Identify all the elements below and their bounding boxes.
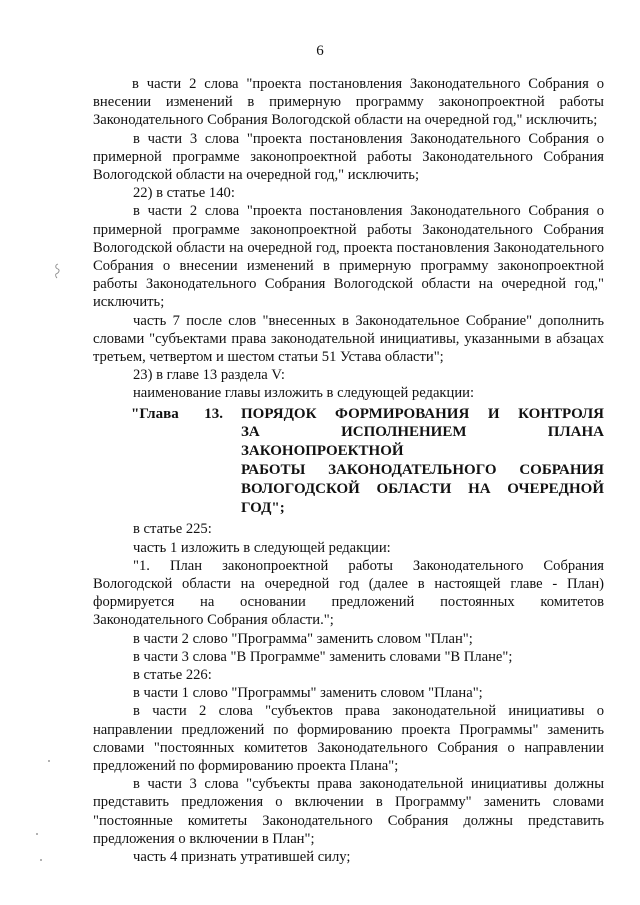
paragraph: часть 4 признать утратившей силу; [133, 849, 351, 866]
document-body [93, 75, 604, 866]
paragraph: в части 2 слова "проекта постановления Законодательного Собрания о внесении изменений в примерную программу законопроектной работы Законодательного Собрания Вологодской области на очередной год," исключить; [93, 76, 604, 129]
paragraph: в части 3 слова "субъекты права законодательной инициативы должны представить предложения о включении в Программу" заменить словами "постоянные комитеты Законодательного Собрания должны представить предложения о включении в План"; [93, 776, 604, 847]
paragraph: в части 2 слова "проекта постановления Законодательного Собрания о примерной программе законопроектной работы Законодательного Собрания Вологодской области на очередной год, проекта постановления Законодательного Собрания о внесении изменений в примерную программу законопроектной работы Законодательного Собрания Вологодской области на очередной год," исключить; [93, 203, 604, 311]
paragraph: в части 1 слово "Программы" заменить словом "Плана"; [133, 685, 483, 702]
chapter-label-number: 13. [204, 405, 223, 422]
chapter-label-word: "Глава [131, 405, 179, 422]
chapter-title-line: ВОЛОГОДСКОЙ ОБЛАСТИ НА ОЧЕРЕДНОЙ ГОД"; [241, 480, 604, 516]
paragraph: в части 2 слова "субъектов права законодательной инициативы о направлении предложений по формированию проекта Программы" заменить словами "постоянных комитетов Законодательного Собрания о направлении предложений по формированию проекта Плана"; [93, 703, 604, 775]
chapter-title-line: ПОРЯДОК ФОРМИРОВАНИЯ И КОНТРОЛЯ [241, 405, 604, 422]
paragraph: в статье 226: [133, 667, 212, 684]
margin-pen-mark [53, 263, 61, 279]
paragraph: 22) в статье 140: [133, 185, 235, 202]
chapter-title-line: РАБОТЫ ЗАКОНОДАТЕЛЬНОГО СОБРАНИЯ [241, 462, 604, 479]
paragraph: в части 3 слова "В Программе" заменить словами "В Плане"; [133, 648, 513, 665]
chapter-heading [93, 405, 604, 518]
paragraph: в части 2 слово "Программа" заменить словом "План"; [133, 630, 473, 647]
scan-speck [48, 760, 50, 762]
chapter-label [93, 405, 241, 518]
paragraph: в статье 225: [133, 521, 212, 538]
paragraph: часть 7 после слов "внесенных в Законодательное Собрание" дополнить словами "субъектами права законодательной инициативы, указанными в абзацах третьем, четвертом и шестом статьи 51 Устава области"; [93, 312, 604, 366]
paragraph: наименование главы изложить в следующей редакции: [133, 385, 474, 402]
paragraph: часть 1 изложить в следующей редакции: [133, 539, 391, 556]
chapter-title-line: ЗА ИСПОЛНЕНИЕМ ПЛАНА ЗАКОНОПРОЕКТНОЙ [241, 424, 604, 460]
chapter-title [241, 405, 604, 518]
paragraph: в части 3 слова "проекта постановления Законодательного Собрания о примерной программе законопроектной работы Законодательного Собрания Вологодской области на очередной год," исключить; [93, 130, 604, 184]
scan-speck [40, 859, 42, 861]
paragraph: "1. План законопроектной работы Законодательного Собрания Вологодской области на очередной год (далее в настоящей главе - План) формируется на основании предложений постоянных комитетов Законодательного Собрания области."; [93, 557, 604, 629]
scan-speck [36, 833, 38, 835]
page-number: 6 [316, 43, 324, 59]
paragraph: 23) в главе 13 раздела V: [133, 367, 285, 384]
